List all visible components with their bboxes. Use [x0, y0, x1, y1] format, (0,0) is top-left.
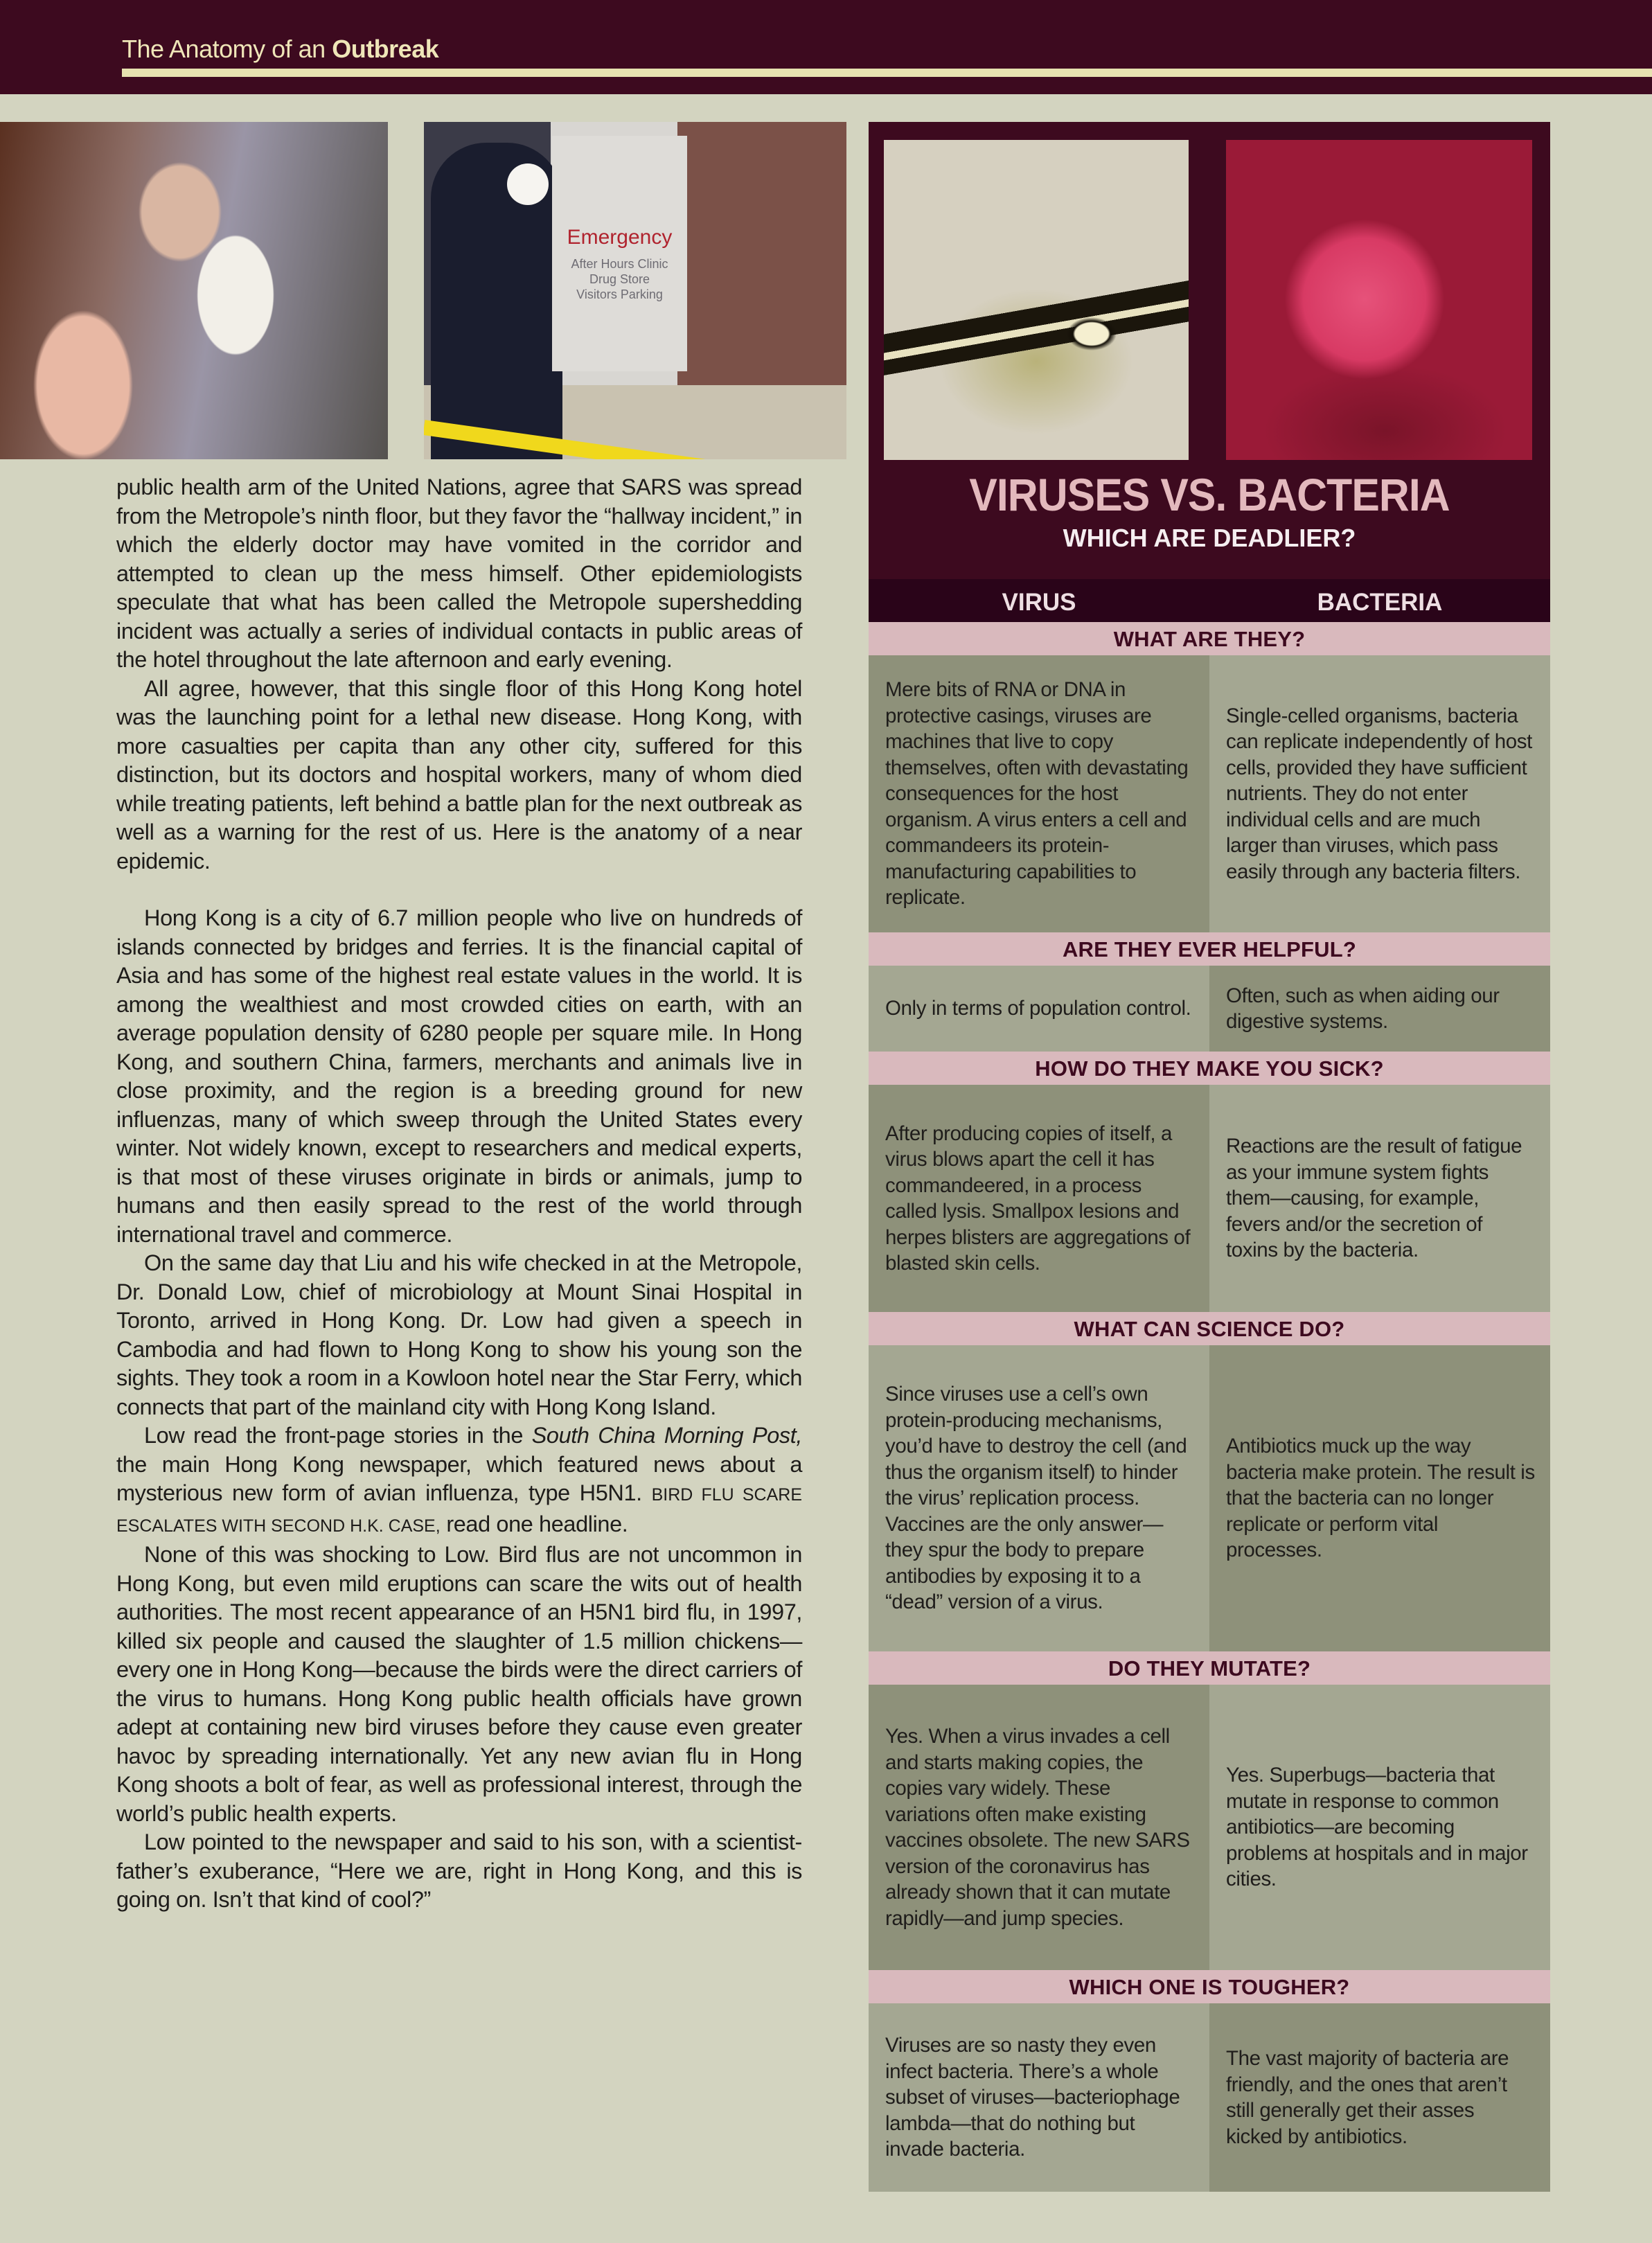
bacteria-answer: Reactions are the result of fatigue as your immune system fights them—causing, for example, fevers and/or the secretion of toxins by the bacteria. [1226, 1135, 1522, 1262]
bacteria-cell [1209, 1685, 1550, 1970]
virus-cell [869, 966, 1209, 1052]
photo-emergency-officer [424, 122, 846, 459]
column-header-virus: VIRUS [1002, 589, 1076, 616]
section-ever-helpful [869, 932, 1550, 1052]
text-run: Low read the front-page stories in the [144, 1423, 532, 1448]
sidebar-header-panel [869, 122, 1550, 579]
virus-answer: Mere bits of RNA or DNA in protective casings, viruses are machines that live to copy themselves, often with devastating consequences for the host organism. A virus enters a cell and commandeers its protein-manufacturing capabilities to replicate. [885, 678, 1189, 910]
article-paragraph: public health arm of the United Nations, agree that SARS was spread from the Metropole’s ninth floor, but they favor the “hallway incident,” in which the elderly doctor may have vomited in the corridor and attempted to clean up the mess himself. Other epidemiologists speculate that what has been called the Metropole supershedding incident was actually a series of individual contacts in public areas of the hotel throughout the late afternoon and early evening. [116, 475, 802, 672]
bacteria-cell [1209, 655, 1550, 932]
header-rule [122, 69, 1652, 77]
bacteria-cell [1209, 1085, 1550, 1312]
bacteria-cell [1209, 2003, 1550, 2192]
virus-answer: Only in terms of population control. [885, 997, 1191, 1020]
sign-line: Visitors Parking [576, 287, 663, 301]
sign-line: After Hours Clinic [571, 257, 668, 271]
bacteria-answer: Antibiotics muck up the way bacteria make protein. The result is that the bacteria can no longer replicate or perform vital processes. [1226, 1435, 1535, 1562]
running-head-bold: Outbreak [332, 35, 439, 63]
section-question: WHICH ONE IS TOUGHER? [869, 1970, 1550, 2003]
bacteria-answer: Often, such as when aiding our digestive systems. [1226, 984, 1500, 1033]
bacteria-cell [1209, 1345, 1550, 1651]
bacteria-answer: Single-celled organisms, bacteria can replicate independently of host cells, provided they have sufficient nutrients. They do not enter individual cells and are much larger than viruses, which pass easily through any bacteria filters. [1226, 704, 1532, 883]
virus-cell [869, 2003, 1209, 2192]
emergency-sign [552, 136, 687, 371]
article-paragraph: Low pointed to the newspaper and said to his son, with a scientist-father’s exuberance, “Here we are, right in Hong Kong, and this is going on. Isn’t that kind of cool?” [116, 1829, 802, 1912]
virus-micrograph-image [884, 140, 1189, 460]
virus-answer: Viruses are so nasty they even infect bacteria. There’s a whole subset of viruses—bacteriophage lambda—that do nothing but invade bacteria. [885, 2034, 1180, 2161]
virus-answer: Yes. When a virus invades a cell and starts making copies, the copies vary widely. These variations often make existing vaccines obsolete. The new SARS version of the coronavirus has already shown that it can mutate rapidly—and jump species. [885, 1725, 1190, 1930]
virus-cell [869, 1085, 1209, 1312]
section-which-is-tougher [869, 1970, 1550, 2192]
text-run: read one headline. [440, 1511, 628, 1536]
running-head-light: The Anatomy of an [122, 35, 326, 63]
article-paragraph: On the same day that Liu and his wife checked in at the Metropole, Dr. Donald Low, chief of microbiology at Mount Sinai Hospital in Toronto, arrived in Hong Kong. Dr. Low had given a speech in Cambodia and had flown to Hong Kong to show his young son the sights. They took a room in a Kowloon hotel near the Star Ferry, which connects that part of the mainland city with Hong Kong Island. [116, 1250, 802, 1419]
virus-answer: After producing copies of itself, a virus blows apart the cell it has commandeered, in a process called lysis. Smallpox lesions and herpes blisters are aggregations of blasted skin cells. [885, 1122, 1191, 1275]
section-do-they-mutate [869, 1651, 1550, 1970]
sidebar-title: VIRUSES VS. BACTERIA [969, 469, 1450, 520]
article-paragraph: Hong Kong is a city of 6.7 million people who live on hundreds of islands connected by bridges and ferries. It is the financial capital of Asia and has some of the highest real estate values in the world. It is among the wealthiest and most crowded cities on earth, with an average population density of 6280 people per square mile. In Hong Kong, and southern China, farmers, merchants and animals live in close proximity, and the region is a breeding ground for new influenzas, many of which sweep through the United States every winter. Not widely known, except to researchers and medical experts, is that most of these viruses originate in birds or animals, jump to humans and then easily spread to the rest of the world through international travel and commerce. [116, 905, 802, 1247]
column-header-bacteria: BACTERIA [1317, 589, 1443, 616]
sidebar-subtitle: WHICH ARE DEADLIER? [1063, 524, 1356, 552]
section-question: WHAT ARE THEY? [869, 622, 1550, 655]
section-question: DO THEY MUTATE? [869, 1651, 1550, 1685]
viruses-vs-bacteria-sidebar [869, 122, 1550, 2192]
section-what-are-they [869, 622, 1550, 932]
section-question: HOW DO THEY MAKE YOU SICK? [869, 1052, 1550, 1085]
face-mask [507, 163, 549, 205]
article-paragraph [116, 1421, 802, 1541]
sign-title: Emergency [567, 226, 673, 249]
virus-cell [869, 655, 1209, 932]
bacteria-answer: The vast majority of bacteria are friendly, and the ones that aren’t still generally get their asses kicked by antibiotics. [1226, 2047, 1509, 2148]
article-paragraph: All agree, however, that this single floor of this Hong Kong hotel was the launching point for a lethal new disease. Hong Kong, with more casualties per capita than any other city, suffered for this distinction, but its doctors and hospital workers, many of whom died while treating patients, left behind a battle plan for the next outbreak as well as a warning for the rest of us. Here is the anatomy of a near epidemic. [116, 675, 802, 874]
section-question: WHAT CAN SCIENCE DO? [869, 1312, 1550, 1345]
article-paragraph: None of this was shocking to Low. Bird flus are not uncommon in Hong Kong, but even mild eruptions can scare the wits out of health authorities. The most recent appearance of an H5N1 bird flu, in 1997, killed six people and caused the slaughter of 1.5 million chickens—every one in Hong Kong—because the birds were the direct carriers of the virus to humans. Hong Kong public health officials have grown adept at containing new bird viruses before they cause even greater havoc by spreading internationally. Yet any new avian flu in Hong Kong shoots a bolt of fear, as well as professional interest, through the world’s public health experts. [116, 1542, 802, 1826]
sign-line: Drug Store [589, 272, 650, 286]
photo-masked-women [0, 122, 388, 459]
newspaper-name: South China Morning Post, [531, 1423, 802, 1448]
virus-cell [869, 1345, 1209, 1651]
text-run: the main Hong Kong newspaper, which featured news about a mysterious new form of avian influenza, type H5N1. [116, 1451, 802, 1505]
virus-answer: Since viruses use a cell’s own protein-producing mechanisms, you’d have to destroy the cell (and thus the organism itself) to hinder the virus’ replication process. Vaccines are the only answer—they spur the body to prepare antibodies by exposing it to a “dead” version of a virus. [885, 1383, 1187, 1614]
section-question: ARE THEY EVER HELPFUL? [869, 932, 1550, 966]
bacteria-cell [1209, 966, 1550, 1052]
column-headers [869, 579, 1550, 622]
running-head [122, 35, 438, 64]
virus-cell [869, 1685, 1209, 1970]
bacteria-micrograph-image [1226, 140, 1532, 460]
section-what-can-science-do [869, 1312, 1550, 1651]
bacteria-answer: Yes. Superbugs—bacteria that mutate in response to common antibiotics—are becoming problems at hospitals and in major cities. [1226, 1764, 1528, 1891]
quoted-headline: BIRD FLU SCARE ESCALATES WITH SECOND H.K. CASE, [116, 1485, 802, 1536]
article-body [116, 473, 802, 1915]
section-make-you-sick [869, 1052, 1550, 1312]
